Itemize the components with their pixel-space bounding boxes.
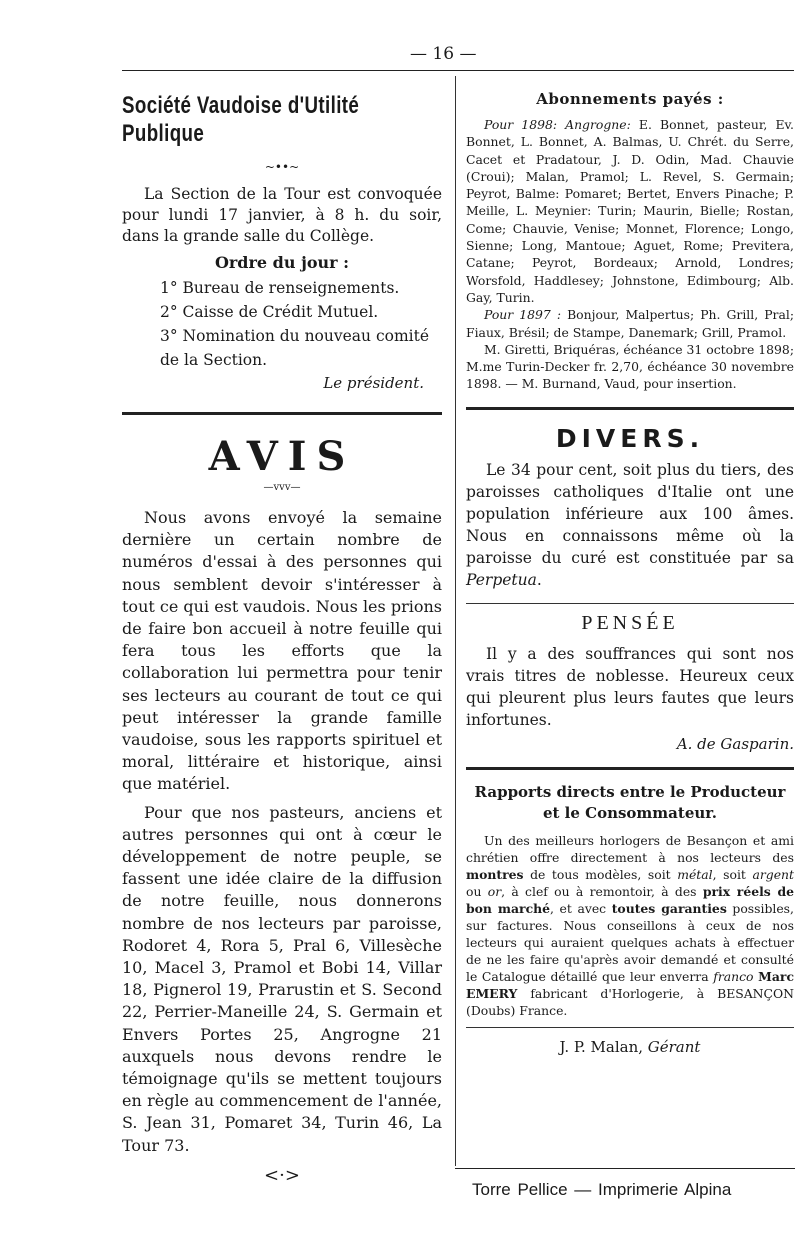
societe-title: Société Vaudoise d'Utilité Publique xyxy=(122,92,360,147)
section-rule xyxy=(122,412,442,415)
rapports-part: , soit xyxy=(712,866,753,882)
imprimerie-line: Torre Pellice — Imprimerie Alpina xyxy=(472,1180,732,1199)
abonnements-lead: Pour 1897 : xyxy=(484,307,562,323)
pensee-text: Il y a des souffrances qui sont nos vrais titres de noblesse. Heureux ceux qui pleurent plus leurs fautes que leurs infortunes. xyxy=(466,644,794,729)
societe-notice xyxy=(122,92,442,392)
abonnements-section xyxy=(466,90,794,393)
footer-rule xyxy=(455,1168,795,1169)
rapports-bold: toutes garanties xyxy=(611,900,727,916)
rapports-part: , et avec xyxy=(550,900,612,916)
rapports-title: Rapports directs entre le Producteur et le Consommateur. xyxy=(474,782,786,822)
rapports-section xyxy=(466,782,794,1019)
pensee-section xyxy=(466,612,794,753)
avis-paragraph: Pour que nos pasteurs, anciens et autres personnes qui ont à cœur le développement de notre peuple, se fassent une idée claire de la diffusion de notre feuille, nous donnerons nombre de nos lecteurs par paroisse, Rodoret 4, Rora 5, Pral 6, Villesèche 10, Macel 3, Pramol et Bobi 14, Villar 18, Pignerol 19, Prarustin et S. Second 22, Perrier-Maneille 24, S. Germain et Envers Portes 25, Angrogne 21 auxquels nous devons rendre le témoignage qu'ils se mettent toujours en règle au commencement de l'année, S. Jean 31, Pomaret 34, Turin 46, La Tour 73. xyxy=(122,802,442,1155)
abonnements-lead: Pour 1898: Angrogne: xyxy=(484,117,631,132)
divers-section xyxy=(466,424,794,591)
column-rule xyxy=(455,76,456,1166)
end-ornament-icon: <·> xyxy=(264,1164,300,1186)
gerant-name: J. P. Malan, xyxy=(559,1037,643,1056)
abonnements-title: Abonnements payés : xyxy=(536,90,724,108)
societe-intro: La Section de la Tour est convoquée pour lundi 17 janvier, à 8 h. du soir, dans la grande salle du Collège. xyxy=(122,185,442,245)
gerant-role: Gérant xyxy=(647,1037,701,1056)
divers-text-emphasis: Perpetua xyxy=(466,570,537,589)
rapports-bold: prix réels de bon marché xyxy=(466,883,794,916)
abonnements-text: Bonjour, Malpertus; Ph. Grill, Pral; Fiaux, Brésil; de Stampe, Danemark; Grill, Pramol. xyxy=(466,307,794,340)
societe-signature: Le président. xyxy=(323,374,424,392)
ornament-icon: ~••~ xyxy=(264,160,300,174)
abonnements-text: E. Bonnet, pasteur, Ev. Bonnet, L. Bonnet, A. Balmas, U. Chrét. du Serre, Cacet et Pradatour, J. D. Odin, Mad. Chauvie (Croui); Malan, Pramol; L. Revel, S. Germain; Peyrot, Balme: Pomaret; Bertet, Envers Pinache; P. Meille, L. Meynier: Turin; Maurin, Bielle; Rostan, Come; Chauvie, Venise; Monnet, Florence; Longo, Sienne; Long, Mantoue; Aguet, Rome; Previtera, Catane; Peyrot, Bordeaux; Arnold, Londres; Worsfold, Haddlesey; Johnstone, Edimbourg; Alb. Gay, Turin. xyxy=(466,117,794,305)
section-rule xyxy=(466,1027,794,1028)
abonnements-paragraph xyxy=(466,306,794,341)
divers-text-part: Le 34 pour cent, soit plus du tiers, des paroisses catholiques d'Italie ont une population inférieure aux 100 âmes. Nous en connaissons même où la paroisse du curé est constituée par sa xyxy=(466,460,794,567)
rapports-bold: Marc EMERY xyxy=(466,968,794,1001)
rapports-part: fabricant d'Horlogerie, à BESANÇON (Doubs) France. xyxy=(466,985,794,1018)
ordre-item: 1° Bureau de renseignements. xyxy=(160,279,400,297)
rapports-part: ou xyxy=(466,883,488,899)
right-column xyxy=(466,90,794,1056)
pensee-author: A. de Gasparin. xyxy=(676,734,794,753)
ordre-item: 3° Nomination du nouveau comité de la Section. xyxy=(160,327,430,369)
ordre-title: Ordre du jour : xyxy=(214,253,350,272)
rapports-part: de tous modèles, soit xyxy=(523,866,678,882)
abonnements-paragraph xyxy=(466,116,794,306)
rapports-italic: argent xyxy=(752,866,795,882)
top-rule xyxy=(122,70,794,71)
abonnements-paragraph: M. Giretti, Briquéras, échéance 31 octobre 1898; M.me Turin-Decker fr. 2,70, échéance 30 novembre 1898. — M. Burnand, Vaud, pour insertion. xyxy=(466,341,794,392)
divers-text xyxy=(466,459,794,591)
gerant-line xyxy=(466,1038,794,1056)
rapports-part: possibles, sur factures. Nous conseillons à ceux de nos lecteurs qui auraient quelques achats à effectuer de ne les faire qu'après avoir demandé et consulté le Catalogue détaillé que leur enverra xyxy=(466,900,794,984)
rapports-italic: franco xyxy=(713,968,754,984)
rapports-italic: métal xyxy=(677,866,713,882)
section-rule xyxy=(466,603,794,604)
rapports-bold: montres xyxy=(466,866,524,882)
rapports-part: , à clef ou à remontoir, à des xyxy=(501,883,703,899)
rapports-part: Un des meilleurs horlogers de Besançon et ami chrétien offre directement à nos lecteurs des xyxy=(466,832,794,865)
section-rule xyxy=(466,767,794,770)
rapports-italic: or xyxy=(487,883,502,899)
avis-title: AVIS xyxy=(208,433,356,480)
section-rule xyxy=(466,407,794,410)
avis-paragraph: Nous avons envoyé la semaine dernière un certain nombre de numéros d'essai à des personnes qui nous semblent devoir s'intéresser à tout ce qui est vaudois. Nous les prions de faire bon accueil à notre feuille qui fera tous les efforts que la collaboration lui permettra pour tenir ses lecteurs au courant de tout ce qui peut intéresser la grande famille vaudoise, sous les rapports spirituel et moral, littéraire et historique, ainsi que matériel. xyxy=(122,508,442,794)
avis-notice xyxy=(122,433,442,1186)
left-column xyxy=(122,84,442,1186)
ornament-icon: —vvv— xyxy=(263,482,301,493)
pensee-title: PENSÉE xyxy=(581,611,679,634)
page-number: — 16 — xyxy=(410,44,477,64)
ordre-item: 2° Caisse de Crédit Mutuel. xyxy=(160,303,379,321)
divers-text-part: . xyxy=(536,570,542,589)
divers-title: DIVERS. xyxy=(555,423,705,453)
rapports-text xyxy=(466,832,794,1019)
